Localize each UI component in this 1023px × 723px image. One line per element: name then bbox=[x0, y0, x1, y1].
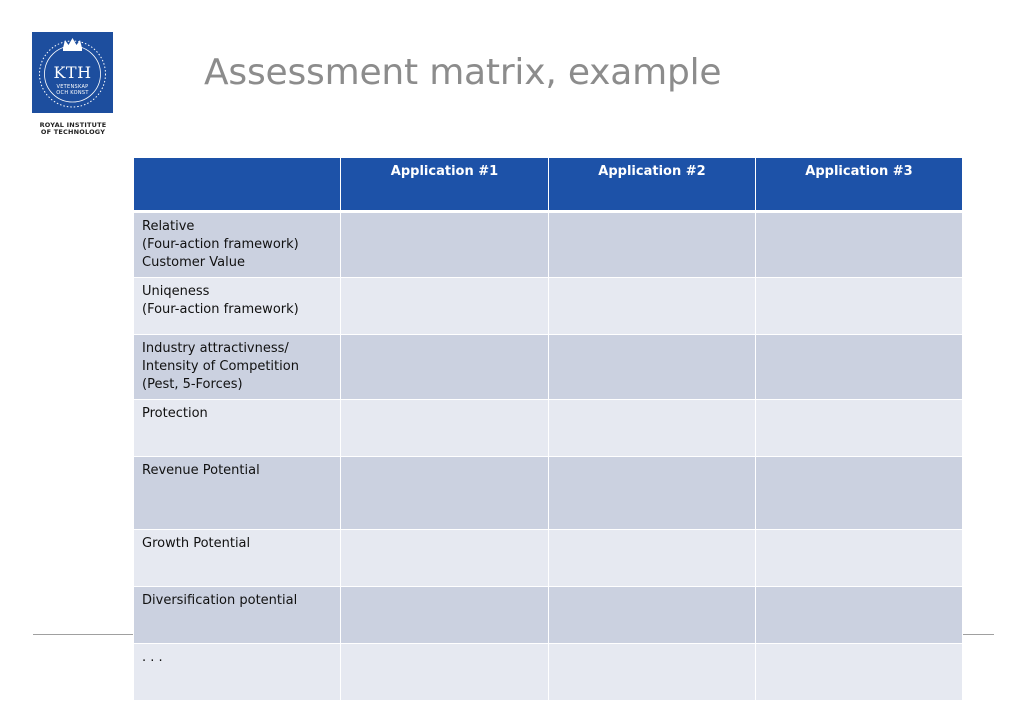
logo-wordmark: KTH bbox=[53, 63, 92, 82]
table-row bbox=[134, 400, 963, 457]
table-row bbox=[134, 457, 963, 530]
score-cell-application-1 bbox=[341, 278, 549, 335]
score-cell-application-2 bbox=[549, 457, 756, 530]
score-cell-application-2 bbox=[549, 644, 756, 701]
score-cell-application-1 bbox=[341, 530, 549, 587]
score-cell-application-3 bbox=[756, 335, 963, 400]
table-row bbox=[134, 530, 963, 587]
score-cell-application-3 bbox=[756, 457, 963, 530]
table-body bbox=[134, 212, 963, 701]
table-row bbox=[134, 335, 963, 400]
score-cell-application-3 bbox=[756, 278, 963, 335]
table-row bbox=[134, 587, 963, 644]
score-cell-application-1 bbox=[341, 587, 549, 644]
score-cell-application-3 bbox=[756, 530, 963, 587]
row-label-cell: Revenue Potential bbox=[134, 457, 341, 530]
score-cell-application-2 bbox=[549, 212, 756, 278]
score-cell-application-1 bbox=[341, 644, 549, 701]
score-cell-application-2 bbox=[549, 400, 756, 457]
score-cell-application-3 bbox=[756, 587, 963, 644]
row-label-cell: . . . bbox=[134, 644, 341, 701]
header-application-3: Application #3 bbox=[756, 158, 963, 212]
divider-right bbox=[962, 634, 994, 635]
kth-logo bbox=[32, 32, 113, 113]
page-title: Assessment matrix, example bbox=[204, 52, 722, 93]
score-cell-application-3 bbox=[756, 400, 963, 457]
score-cell-application-2 bbox=[549, 278, 756, 335]
row-label-cell: Relative (Four-action framework) Customer Value bbox=[134, 212, 341, 278]
logo-motto-line1: VETENSKAP bbox=[56, 84, 89, 90]
score-cell-application-2 bbox=[549, 587, 756, 644]
header-application-1: Application #1 bbox=[341, 158, 549, 212]
row-label-cell: Growth Potential bbox=[134, 530, 341, 587]
divider-left bbox=[33, 634, 133, 635]
row-label-cell: Protection bbox=[134, 400, 341, 457]
institution-name-line2: OF TECHNOLOGY bbox=[40, 128, 106, 136]
table-row bbox=[134, 212, 963, 278]
score-cell-application-3 bbox=[756, 644, 963, 701]
logo-motto-line2: OCH KONST bbox=[56, 90, 89, 96]
score-cell-application-1 bbox=[341, 335, 549, 400]
score-cell-application-1 bbox=[341, 457, 549, 530]
table-row bbox=[134, 644, 963, 701]
score-cell-application-2 bbox=[549, 335, 756, 400]
table-header-row bbox=[134, 158, 963, 212]
score-cell-application-2 bbox=[549, 530, 756, 587]
header-corner-cell bbox=[134, 158, 341, 212]
header-application-2: Application #2 bbox=[549, 158, 756, 212]
score-cell-application-1 bbox=[341, 400, 549, 457]
score-cell-application-3 bbox=[756, 212, 963, 278]
table-row bbox=[134, 278, 963, 335]
row-label-cell: Uniqeness (Four-action framework) bbox=[134, 278, 341, 335]
row-label-cell: Industry attractivness/ Intensity of Competition (Pest, 5-Forces) bbox=[134, 335, 341, 400]
assessment-matrix-table bbox=[133, 157, 963, 701]
row-label-cell: Diversification potential bbox=[134, 587, 341, 644]
institution-name-line1: ROYAL INSTITUTE bbox=[39, 121, 107, 129]
score-cell-application-1 bbox=[341, 212, 549, 278]
